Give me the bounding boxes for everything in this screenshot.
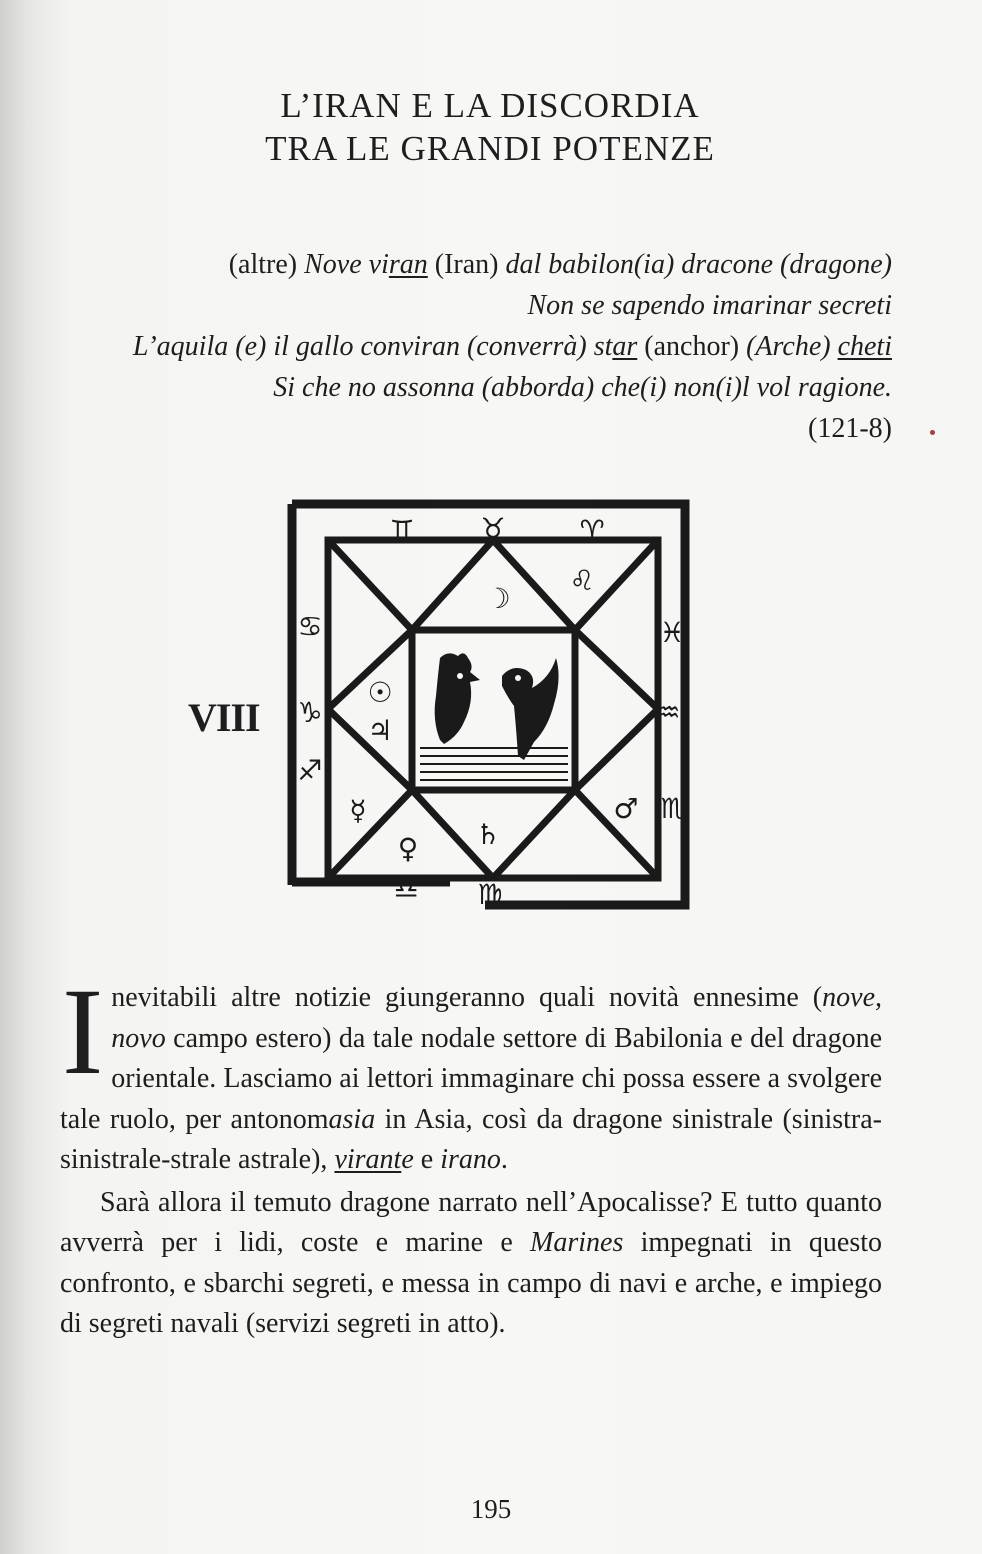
venus-glyph: ♀ [397,832,419,865]
moon-glyph: ☽ [485,582,511,615]
drop-cap: I [62,963,104,1100]
mercury-glyph: ☿ [349,794,367,827]
aries-glyph: ♈ [579,514,605,547]
verse-text: (Iran) [427,249,506,280]
verse-italic: Si che no assonna (abborda) che(i) non(i)l vol ragione. [273,372,892,403]
taurus-glyph: ♉ [480,512,506,545]
jupiter-glyph: ♃ [367,714,393,747]
text-run: in Asia, così da dragone sinistrale (sinistra-sinistrale-strale astrale), [60,1103,883,1175]
capricorn-glyph: ♑ [297,696,323,729]
plate-number: VIII [188,695,260,740]
verse-italic: (Arche) [746,331,838,362]
scorpio-glyph: ♏ [660,792,686,825]
virgo-glyph: ♍ [477,878,503,911]
text-run: nevitabili altre notizie giungeranno quali novità ennesime ( [111,982,823,1013]
chapter-title [120,84,860,170]
chapter-title-line-1: L’IRAN E LA DISCORDIA [280,86,700,125]
verse-italic: Nove vi [304,249,389,280]
pisces-glyph: ♓ [659,616,685,649]
sun-glyph: ☉ [367,676,393,709]
verse-italic: Non se sapendo imarinar secreti [527,290,892,321]
text-italic: irano [440,1144,501,1175]
sagittarius-glyph: ♐ [297,754,323,787]
mars-glyph: ♂ [613,792,639,825]
quatrain-reference: (121-8) [808,413,892,444]
cancer-glyph: ♋ [297,610,323,643]
verse-italic: L’aquila (e) il gallo conviran (converrà) st [132,331,613,362]
quatrain-line-4 [60,367,892,408]
saturn-glyph: ♄ [475,818,501,851]
quatrain-line-2 [60,285,892,326]
text-run: Sarà allora il temuto dragone narrato nell’Apocalisse? E tutto quanto avverrà per i lidi, coste e marine e [60,1186,882,1258]
text-italic: asia [328,1103,376,1135]
verse-underlined: ar [612,331,638,362]
text-italic: Marines [530,1227,624,1258]
woodcut-figure [180,490,710,930]
paragraph-2 [60,1183,882,1345]
chapter-title-line-2: TRA LE GRANDI POTENZE [265,129,715,168]
libra-glyph: ♎ [393,872,419,905]
text-italic: nove, novo [111,982,882,1054]
text-run: e [413,1144,441,1175]
text-underlined: virant [334,1144,402,1175]
verse-underlined: ran [388,249,428,280]
gemini-glyph: ♊ [389,514,415,547]
text-run: impegnati in questo confronto, e sbarchi segreti, e messa in campo di navi e arche, e impiego di segreti navali (servizi segreti in atto). [60,1227,882,1339]
quatrain [60,244,892,449]
aquarius-glyph: ♒ [655,696,681,729]
body-text [60,963,883,1345]
quatrain-line-3 [60,326,892,367]
text-run: campo estero) da tale nodale settore di Babilonia e del dragone orientale. Lasciamo ai lettori immaginare chi possa essere a svolgere tale ruolo, per antonom [60,1022,882,1135]
text-run: . [500,1144,508,1175]
quatrain-line-1 [60,244,892,285]
verse-underlined: cheti [837,331,892,362]
verse-text: (altre) [228,249,305,280]
verse-italic: dal babilon(ia) dracone (dragone) [505,249,892,280]
page-number: 195 [470,1494,512,1524]
verse-text: (anchor) [637,331,747,362]
paragraph-1 [60,963,883,1181]
text-italic: e [401,1144,414,1175]
ink-speck [930,430,935,435]
leo-glyph: ♌ [569,564,595,597]
